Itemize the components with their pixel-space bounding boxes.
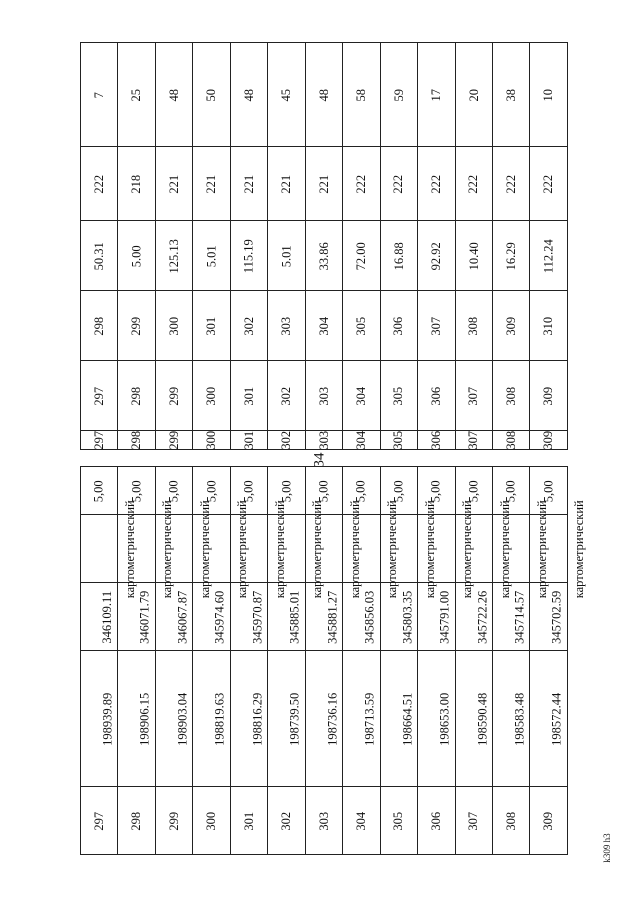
lengths-field-row (81, 147, 568, 221)
lengths-cell (305, 221, 342, 291)
lengths-cell (230, 431, 267, 450)
lengths-cell-value: 303 (316, 430, 331, 450)
coordinates-cell-value: 346109.11 (100, 590, 115, 644)
coordinates-cell (530, 651, 567, 787)
lengths-cell-value: 305 (391, 386, 406, 406)
lengths-cell-value: 45 (279, 88, 294, 101)
coordinates-cell-value: 5,00 (241, 479, 256, 502)
lengths-cell (305, 431, 342, 450)
coordinates-cell-value: 198939.89 (100, 692, 115, 746)
lengths-cell (305, 147, 342, 221)
coordinates-cell-value: картометрический (497, 499, 512, 598)
lengths-cell (530, 221, 567, 291)
lengths-cell-value: 125.13 (166, 238, 181, 273)
lengths-cell (118, 431, 155, 450)
coordinates-cell-value: 345856.03 (362, 590, 377, 644)
coordinates-cell-value: 198739.50 (287, 692, 302, 746)
lengths-cell-value: 303 (279, 316, 294, 336)
lengths-cell-value: 300 (204, 386, 219, 406)
lengths-cell (118, 361, 155, 431)
coordinates-cell (492, 787, 529, 855)
coordinates-cell (155, 651, 192, 787)
lengths-cell-value: 10.40 (466, 241, 481, 270)
coordinates-cell-value: 308 (503, 811, 518, 831)
lengths-cell-value: 221 (241, 174, 256, 194)
lengths-cell-value: 222 (429, 174, 444, 194)
lengths-cell (455, 291, 492, 361)
coordinates-cell (492, 651, 529, 787)
lengths-cell (380, 361, 417, 431)
coordinates-cell-value: 5,00 (354, 479, 369, 502)
coordinates-cell (380, 651, 417, 787)
lengths-cell (118, 291, 155, 361)
lengths-cell (230, 291, 267, 361)
lengths-cell-value: 222 (466, 174, 481, 194)
coordinates-cell (230, 651, 267, 787)
coordinates-cell-value: 5,00 (429, 479, 444, 502)
lengths-cell-value: 302 (279, 386, 294, 406)
lengths-cell-value: 302 (279, 430, 294, 450)
lengths-cell (418, 43, 455, 147)
lengths-cell-value: 306 (391, 316, 406, 336)
lengths-cell-value: 307 (466, 386, 481, 406)
coordinates-cell (193, 651, 230, 787)
lengths-field-row (81, 43, 568, 147)
coordinates-cell-value: 198583.48 (512, 692, 527, 746)
lengths-cell (380, 43, 417, 147)
lengths-cell (81, 147, 118, 221)
lengths-cell (418, 221, 455, 291)
lengths-cell-value: 221 (204, 174, 219, 194)
lengths-cell-value: 301 (241, 386, 256, 406)
coordinates-cell-value: 345970.87 (250, 590, 265, 644)
lengths-cell (230, 147, 267, 221)
lengths-cell (81, 43, 118, 147)
lengths-cell (155, 361, 192, 431)
coordinates-field-row (81, 515, 568, 583)
lengths-cell (155, 43, 192, 147)
coordinates-cell-value: 198736.16 (325, 692, 340, 746)
lengths-cell-value: 10 (541, 88, 556, 101)
lengths-cell-value: 115.19 (241, 238, 256, 273)
coordinates-cell (81, 583, 118, 651)
coordinates-cell-value: 5,00 (466, 479, 481, 502)
coordinates-cell (118, 787, 155, 855)
coordinates-cell-value: 198903.04 (175, 692, 190, 746)
coordinates-cell (268, 651, 305, 787)
lengths-cell-value: 48 (316, 88, 331, 101)
lengths-cell (380, 291, 417, 361)
coordinates-cell-value: картометрический (347, 499, 362, 598)
lengths-cell (418, 291, 455, 361)
lengths-cell-value: 308 (503, 430, 518, 450)
coordinates-field-row (81, 583, 568, 651)
lengths-cell (118, 43, 155, 147)
coordinates-cell (305, 787, 342, 855)
coordinates-cell-value: картометрический (122, 499, 137, 598)
coordinates-cell (343, 787, 380, 855)
coordinates-cell (193, 787, 230, 855)
coordinates-cell-value: картометрический (160, 499, 175, 598)
lengths-cell (455, 43, 492, 147)
coordinates-cell (81, 787, 118, 855)
lengths-cell-value: 298 (129, 386, 144, 406)
coordinates-cell-value: 302 (279, 811, 294, 831)
coordinates-cell-value: 345974.60 (212, 590, 227, 644)
coordinates-cell-value: 297 (91, 811, 106, 831)
lengths-cell-value: 302 (241, 316, 256, 336)
lengths-cell (380, 431, 417, 450)
coordinates-cell-value: картометрический (422, 499, 437, 598)
coordinates-cell-value: 5,00 (279, 479, 294, 502)
lengths-cell (492, 43, 529, 147)
lengths-cell (230, 43, 267, 147)
lengths-cell-value: 303 (316, 386, 331, 406)
lengths-cell (530, 147, 567, 221)
coordinates-cell (268, 787, 305, 855)
lengths-cell-value: 50.31 (91, 241, 106, 270)
coordinates-cell-value: 303 (316, 811, 331, 831)
lengths-cell (193, 147, 230, 221)
lengths-cell-value: 16.88 (391, 241, 406, 270)
lengths-cell (305, 43, 342, 147)
lengths-cell-value: 308 (503, 386, 518, 406)
lengths-cell (492, 221, 529, 291)
lengths-cell-value: 112.24 (541, 238, 556, 273)
lengths-cell-value: 5.00 (129, 244, 144, 267)
boundary-lengths-table (80, 42, 568, 450)
lengths-cell-value: 221 (166, 174, 181, 194)
lengths-cell (81, 221, 118, 291)
lengths-cell (193, 431, 230, 450)
lengths-cell (343, 43, 380, 147)
coordinates-cell-value: 345791.00 (437, 590, 452, 644)
coordinates-cell (81, 499, 137, 598)
lengths-field-row (81, 361, 568, 431)
coordinates-cell (455, 787, 492, 855)
lengths-cell (193, 361, 230, 431)
lengths-cell (268, 431, 305, 450)
coordinates-cell-value: 299 (166, 811, 181, 831)
lengths-cell-value: 20 (466, 88, 481, 101)
lengths-cell (118, 147, 155, 221)
coordinates-cell (418, 651, 455, 787)
lengths-cell-value: 38 (503, 88, 518, 101)
lengths-cell (193, 291, 230, 361)
lengths-cell-value: 92.92 (429, 241, 444, 270)
lengths-cell (343, 147, 380, 221)
coordinates-field-row (81, 651, 568, 787)
lengths-cell (118, 221, 155, 291)
coordinates-cell-value: картометрический (384, 499, 399, 598)
coordinates-cell-value: 301 (241, 811, 256, 831)
lengths-cell (455, 221, 492, 291)
lengths-cell (81, 431, 118, 450)
footer-code: k309 h3 (602, 833, 612, 863)
lengths-cell-value: 299 (129, 316, 144, 336)
coordinates-cell (455, 651, 492, 787)
lengths-cell (530, 361, 567, 431)
lengths-cell-value: 59 (391, 88, 406, 101)
lengths-cell-value: 7 (91, 91, 106, 98)
coordinates-cell-value: 304 (354, 811, 369, 831)
lengths-cell-value: 304 (354, 430, 369, 450)
coordinates-cell (343, 651, 380, 787)
lengths-cell-value: 16.29 (503, 241, 518, 270)
lengths-field-row (81, 221, 568, 291)
lengths-cell-value: 222 (503, 174, 518, 194)
lengths-cell-value: 299 (166, 386, 181, 406)
lengths-cell (81, 361, 118, 431)
coordinates-cell-value: 306 (429, 811, 444, 831)
lengths-cell (492, 361, 529, 431)
coordinates-cell-value: 5,00 (391, 479, 406, 502)
coordinates-cell-value: 5,00 (316, 479, 331, 502)
coordinates-cell (418, 787, 455, 855)
coordinates-cell-value: 5,00 (91, 479, 106, 502)
lengths-cell-value: 309 (541, 386, 556, 406)
lengths-cell (155, 291, 192, 361)
lengths-cell (455, 431, 492, 450)
lengths-cell-value: 299 (166, 430, 181, 450)
lengths-cell (455, 147, 492, 221)
lengths-cell-value: 218 (129, 174, 144, 194)
lengths-cell-value: 222 (541, 174, 556, 194)
coordinates-cell-value: 198590.48 (474, 692, 489, 746)
coordinates-cell-value: 345714.57 (512, 590, 527, 644)
lengths-cell (455, 361, 492, 431)
lengths-cell-value: 297 (91, 430, 106, 450)
coordinates-cell-value: 198816.29 (250, 692, 265, 746)
lengths-cell (305, 291, 342, 361)
coordinates-cell (81, 467, 118, 515)
coordinates-cell-value: картометрический (572, 499, 587, 598)
coordinates-cell-value: 307 (466, 811, 481, 831)
lengths-cell-value: 309 (541, 430, 556, 450)
lengths-cell (230, 361, 267, 431)
coordinates-cell-value: картометрический (197, 499, 212, 598)
lengths-cell (268, 43, 305, 147)
coordinates-cell-value: 5,00 (541, 479, 556, 502)
lengths-cell-value: 300 (166, 316, 181, 336)
coordinates-cell-value: 5,00 (166, 479, 181, 502)
lengths-cell-value: 17 (429, 88, 444, 101)
lengths-cell (492, 431, 529, 450)
coordinates-cell-value: 198664.51 (399, 692, 414, 746)
lengths-cell (155, 147, 192, 221)
lengths-cell-value: 300 (204, 430, 219, 450)
lengths-cell-value: 25 (129, 88, 144, 101)
lengths-cell-value: 48 (241, 88, 256, 101)
lengths-cell-value: 222 (391, 174, 406, 194)
coordinates-cell-value: 198653.00 (437, 692, 452, 746)
lengths-cell-value: 33.86 (316, 241, 331, 270)
lengths-cell-value: 58 (354, 88, 369, 101)
coordinates-cell-value: 345881.27 (325, 590, 340, 644)
lengths-cell-value: 305 (391, 430, 406, 450)
coordinates-cell-value: 309 (541, 811, 556, 831)
coordinates-cell-value: картометрический (310, 499, 325, 598)
coordinates-cell-value: 345722.26 (474, 590, 489, 644)
lengths-cell-value: 306 (429, 386, 444, 406)
lengths-cell-value: 305 (354, 316, 369, 336)
lengths-cell (380, 147, 417, 221)
coordinates-cell-value: 5,00 (503, 479, 518, 502)
lengths-cell-value: 298 (129, 430, 144, 450)
lengths-cell-value: 304 (354, 386, 369, 406)
lengths-cell (268, 147, 305, 221)
coordinates-cell-value: 346071.79 (137, 590, 152, 644)
coordinates-cell-value: картометрический (459, 499, 474, 598)
lengths-cell (305, 361, 342, 431)
coordinates-table (80, 466, 587, 855)
coordinates-cell (230, 787, 267, 855)
coordinates-cell (380, 787, 417, 855)
coordinates-cell-value: 305 (391, 811, 406, 831)
lengths-cell-value: 5.01 (279, 244, 294, 267)
lengths-cell-value: 5.01 (204, 244, 219, 267)
lengths-cell-value: 301 (241, 430, 256, 450)
coordinates-cell (155, 787, 192, 855)
coordinates-cell-value: 298 (129, 811, 144, 831)
lengths-cell (155, 221, 192, 291)
lengths-cell (193, 43, 230, 147)
lengths-cell (268, 361, 305, 431)
lengths-cell (418, 431, 455, 450)
lengths-cell-value: 298 (91, 316, 106, 336)
coordinates-cell-value: 345803.35 (399, 590, 414, 644)
lengths-cell-value: 307 (429, 316, 444, 336)
lengths-cell-value: 72.00 (354, 241, 369, 270)
lengths-cell-value: 222 (91, 174, 106, 194)
coordinates-field-row (81, 787, 568, 855)
lengths-field-row (81, 291, 568, 361)
coordinates-cell (305, 651, 342, 787)
coordinates-cell-value: картометрический (534, 499, 549, 598)
lengths-cell (230, 221, 267, 291)
lengths-cell-value: 48 (166, 88, 181, 101)
lengths-cell (380, 221, 417, 291)
lengths-cell-value: 304 (316, 316, 331, 336)
coordinates-cell-value: 5,00 (129, 479, 144, 502)
coordinates-cell-value: 345885.01 (287, 590, 302, 644)
lengths-cell-value: 221 (316, 174, 331, 194)
lengths-cell (530, 431, 567, 450)
lengths-cell (343, 431, 380, 450)
lengths-cell-value: 297 (91, 386, 106, 406)
lengths-cell-value: 50 (204, 88, 219, 101)
lengths-cell (155, 431, 192, 450)
lengths-cell-value: 308 (466, 316, 481, 336)
coordinates-cell-value: 346067.87 (175, 590, 190, 644)
coordinates-cell-value: 345702.59 (549, 590, 564, 644)
coordinates-field-row (81, 467, 568, 515)
lengths-cell (343, 361, 380, 431)
lengths-cell-value: 310 (541, 316, 556, 336)
lengths-cell (530, 291, 567, 361)
lengths-cell (268, 291, 305, 361)
lengths-cell (81, 291, 118, 361)
lengths-cell (492, 291, 529, 361)
lengths-cell-value: 309 (503, 316, 518, 336)
coordinates-cell-value: 198713.59 (362, 692, 377, 746)
lengths-cell-value: 301 (204, 316, 219, 336)
coordinates-cell (81, 651, 118, 787)
lengths-cell (418, 361, 455, 431)
lengths-cell (418, 147, 455, 221)
lengths-cell-value: 221 (279, 174, 294, 194)
lengths-cell (530, 43, 567, 147)
coordinates-cell-value: 5,00 (204, 479, 219, 502)
lengths-cell (343, 291, 380, 361)
lengths-field-row (81, 431, 568, 450)
coordinates-cell-value: 198572.44 (549, 692, 564, 746)
coordinates-cell-value: картометрический (272, 499, 287, 598)
coordinates-cell-value: картометрический (235, 499, 250, 598)
lengths-cell (492, 147, 529, 221)
lengths-cell (343, 221, 380, 291)
coordinates-cell (530, 787, 567, 855)
coordinates-cell (118, 651, 155, 787)
page-number: 34 (311, 452, 328, 468)
lengths-cell-value: 222 (354, 174, 369, 194)
lengths-cell (268, 221, 305, 291)
coordinates-cell-value: 300 (204, 811, 219, 831)
lengths-cell (193, 221, 230, 291)
lengths-cell-value: 306 (429, 430, 444, 450)
coordinates-cell-value: 198819.63 (212, 692, 227, 746)
coordinates-cell-value: 198906.15 (137, 692, 152, 746)
lengths-cell-value: 307 (466, 430, 481, 450)
